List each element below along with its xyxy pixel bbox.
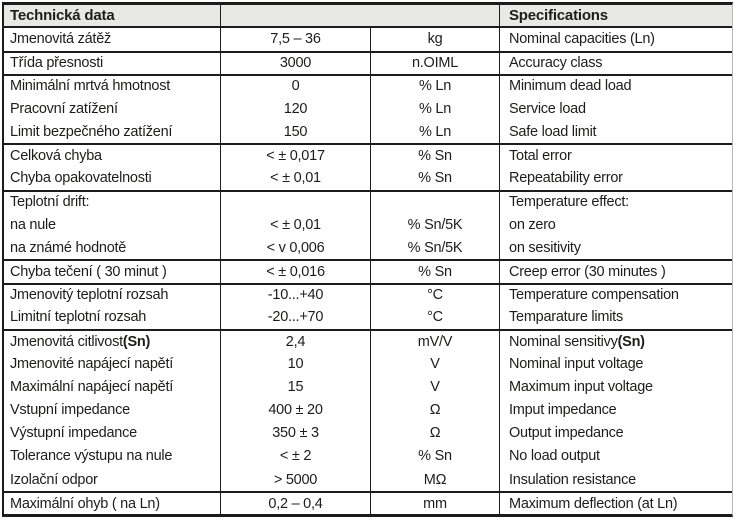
- value-cell-text: 150: [283, 123, 308, 140]
- english-label-cell: [499, 306, 732, 329]
- unit-cell: [370, 399, 499, 422]
- value-cell: [220, 306, 370, 329]
- value-cell-text: < ± 0,01: [270, 170, 321, 187]
- english-label-cell-text: on sesitivity: [509, 239, 581, 256]
- english-label-cell: [499, 331, 732, 352]
- unit-cell-text: % Sn: [418, 148, 452, 165]
- value-cell: [220, 399, 370, 422]
- english-label-cell: [499, 213, 732, 236]
- english-label-cell-text: Safe load limit: [509, 123, 597, 140]
- czech-label-cell-text: Celková chyba: [10, 148, 102, 165]
- czech-label-cell-text: Minimální mrtvá hmotnost: [10, 78, 170, 95]
- table-row: [4, 97, 732, 120]
- unit-cell-text: % Sn: [418, 448, 452, 465]
- value-cell: [220, 97, 370, 120]
- czech-label-cell: [4, 445, 220, 468]
- value-cell: [220, 445, 370, 468]
- value-cell-text: < ± 0,016: [266, 263, 325, 280]
- czech-label-cell: [4, 493, 220, 514]
- unit-cell: [370, 167, 499, 190]
- english-label-cell-text: Service load: [509, 100, 586, 117]
- value-cell: [220, 76, 370, 97]
- czech-label-cell-text: Limit bezpečného zatížení: [10, 123, 173, 140]
- czech-label-cell-text: Jmenovitý teplotní rozsah: [10, 287, 169, 304]
- czech-label-cell: [4, 261, 220, 282]
- czech-label-cell-text: na nule: [10, 216, 56, 233]
- english-label-cell-text: Insulation resistance: [509, 471, 636, 488]
- unit-cell-text: V: [430, 355, 440, 372]
- table-row: [4, 329, 732, 352]
- english-label-cell: [499, 53, 732, 74]
- english-label-cell-text: Minimum dead load: [509, 78, 632, 95]
- czech-label-cell-text: Teplotní drift:: [10, 194, 90, 211]
- czech-label-cell-text: Tolerance výstupu na nule: [10, 448, 173, 465]
- unit-cell-text: V: [430, 378, 440, 395]
- value-cell-text: 15: [287, 378, 304, 395]
- value-cell: [220, 192, 370, 213]
- czech-label-cell: [4, 468, 220, 491]
- unit-cell: [370, 422, 499, 445]
- czech-label-cell: [4, 375, 220, 398]
- czech-label-cell-text: Maximální napájecí napětí: [10, 378, 174, 395]
- unit-cell: [370, 285, 499, 306]
- czech-label-cell: [4, 213, 220, 236]
- english-label-cell-text: Total error: [509, 148, 572, 165]
- czech-label-cell-text: Třída přesnosti: [10, 55, 103, 72]
- value-cell-text: 400 ± 20: [268, 402, 323, 419]
- value-cell: [220, 375, 370, 398]
- table-row: [4, 468, 732, 491]
- english-label-cell-text: Output impedance: [509, 425, 624, 442]
- table-row: [4, 190, 732, 213]
- unit-cell: [370, 493, 499, 514]
- czech-label-cell-text: Jmenovitá citlivost: [10, 333, 123, 350]
- english-label-cell: [499, 120, 732, 143]
- unit-cell-text: % Ln: [418, 100, 452, 117]
- english-label-cell-text: Creep error (30 minutes ): [509, 263, 666, 280]
- value-cell: [220, 493, 370, 514]
- czech-label-cell: [4, 285, 220, 306]
- table-row: [4, 143, 732, 166]
- unit-cell-text: Ω: [429, 402, 441, 419]
- english-label-cell: [499, 285, 732, 306]
- value-cell: [220, 285, 370, 306]
- header-specifications-cell: [499, 5, 732, 26]
- table-row: [4, 375, 732, 398]
- czech-label-cell: [4, 192, 220, 213]
- unit-cell-text: MΩ: [423, 471, 447, 488]
- unit-cell: [370, 76, 499, 97]
- english-label-cell-text: Maximum input voltage: [509, 378, 653, 395]
- value-cell: [220, 53, 370, 74]
- value-cell-text: < v 0,006: [266, 239, 325, 256]
- english-label-cell: [499, 192, 732, 213]
- unit-cell: [370, 331, 499, 352]
- value-cell-text: 0,2 – 0,4: [268, 495, 323, 512]
- table-row: [4, 445, 732, 468]
- english-label-cell: [499, 468, 732, 491]
- czech-label-cell: [4, 236, 220, 259]
- english-label-cell-text: Repeatability error: [509, 170, 623, 187]
- unit-cell: [370, 192, 499, 213]
- value-cell: [220, 422, 370, 445]
- czech-label-cell-text: Vstupní impedance: [10, 402, 130, 419]
- table-row: [4, 51, 732, 74]
- czech-label-cell-text: Chyba opakovatelnosti: [10, 170, 152, 187]
- header-value-cell: [220, 5, 370, 26]
- value-cell-text: > 5000: [273, 471, 318, 488]
- czech-label-cell-text: na známé hodnotě: [10, 239, 127, 256]
- english-label-cell-text: No load output: [509, 448, 600, 465]
- value-cell-text: < ± 2: [279, 448, 312, 465]
- table-body: [4, 28, 732, 515]
- czech-label-cell-text: Maximální ohyb ( na Ln): [10, 495, 160, 512]
- unit-cell: [370, 468, 499, 491]
- value-cell-text: -20...+70: [267, 309, 324, 326]
- table-title-czech: Technická data: [10, 6, 115, 24]
- value-cell: [220, 236, 370, 259]
- table-row: [4, 283, 732, 306]
- english-label-cell: [499, 167, 732, 190]
- unit-cell-text: °C: [427, 309, 443, 326]
- unit-cell-text: % Ln: [418, 78, 452, 95]
- english-label-cell: [499, 145, 732, 166]
- english-label-cell-text: Accuracy class: [509, 55, 603, 72]
- czech-label-cell: [4, 422, 220, 445]
- header-unit-cell: [370, 5, 499, 26]
- english-label-cell: [499, 28, 732, 51]
- english-label-cell-text: on zero: [509, 216, 556, 233]
- value-cell-text: 10: [287, 355, 304, 372]
- value-cell: [220, 167, 370, 190]
- czech-label-cell-text: Jmenovitá zátěž: [10, 31, 112, 48]
- unit-cell-text: mV/V: [417, 333, 453, 350]
- czech-label-cell-text: Výstupní impedance: [10, 425, 137, 442]
- unit-cell-text: mm: [423, 495, 447, 512]
- czech-label-cell-bold-text: (Sn): [122, 333, 151, 350]
- unit-cell-text: °C: [427, 287, 443, 304]
- table-row: [4, 491, 732, 514]
- unit-cell-text: % Ln: [418, 123, 452, 140]
- english-label-cell: [499, 399, 732, 422]
- value-cell-text: 0: [291, 78, 300, 95]
- value-cell-text: -10...+40: [267, 287, 324, 304]
- english-label-cell-bold-text: (Sn): [617, 333, 645, 350]
- unit-cell: [370, 145, 499, 166]
- english-label-cell-text: Nominal input voltage: [509, 355, 644, 372]
- english-label-cell: [499, 97, 732, 120]
- table-header-row: [4, 5, 732, 28]
- value-cell-text: 7,5 – 36: [270, 31, 321, 48]
- czech-label-cell: [4, 167, 220, 190]
- czech-label-cell: [4, 306, 220, 329]
- specifications-table: [2, 2, 733, 517]
- czech-label-cell: [4, 53, 220, 74]
- unit-cell-text: n.OIML: [411, 55, 459, 72]
- english-label-cell: [499, 261, 732, 282]
- value-cell: [220, 352, 370, 375]
- czech-label-cell-text: Limitní teplotní rozsah: [10, 309, 147, 326]
- unit-cell: [370, 261, 499, 282]
- header-technicka-data-cell: [4, 5, 220, 26]
- unit-cell-text: Ω: [429, 425, 441, 442]
- english-label-cell-text: Temparature limits: [509, 309, 623, 326]
- value-cell: [220, 261, 370, 282]
- table-title-english: Specifications: [509, 6, 608, 24]
- value-cell: [220, 213, 370, 236]
- unit-cell: [370, 445, 499, 468]
- unit-cell-text: % Sn/5K: [407, 239, 463, 256]
- value-cell-text: 2,4: [285, 333, 306, 350]
- czech-label-cell: [4, 399, 220, 422]
- english-label-cell-text: Temperature effect:: [509, 194, 629, 211]
- table-row: [4, 422, 732, 445]
- czech-label-cell: [4, 28, 220, 51]
- value-cell: [220, 28, 370, 51]
- czech-label-cell-text: Chyba tečení ( 30 minut ): [10, 263, 167, 280]
- english-label-cell-text: Temperature compensation: [509, 287, 679, 304]
- english-label-cell: [499, 352, 732, 375]
- value-cell-text: < ± 0,01: [270, 216, 321, 233]
- unit-cell: [370, 120, 499, 143]
- czech-label-cell-text: Izolační odpor: [10, 471, 98, 488]
- english-label-cell-text: Maximum deflection (at Ln): [509, 495, 678, 512]
- unit-cell: [370, 306, 499, 329]
- unit-cell-text: % Sn: [418, 263, 452, 280]
- unit-cell-text: kg: [427, 31, 443, 48]
- value-cell: [220, 145, 370, 166]
- unit-cell: [370, 375, 499, 398]
- table-row: [4, 306, 732, 329]
- czech-label-cell-text: Pracovní zatížení: [10, 100, 118, 117]
- table-row: [4, 399, 732, 422]
- value-cell: [220, 331, 370, 352]
- czech-label-cell: [4, 145, 220, 166]
- value-cell-text: 3000: [279, 55, 312, 72]
- english-label-cell-text: Nominal sensitivy: [509, 333, 618, 350]
- value-cell-text: < ± 0,017: [266, 148, 325, 165]
- unit-cell: [370, 28, 499, 51]
- table-row: [4, 259, 732, 282]
- english-label-cell-text: Nominal capacities (Ln): [509, 31, 655, 48]
- unit-cell: [370, 53, 499, 74]
- czech-label-cell: [4, 331, 220, 352]
- value-cell: [220, 468, 370, 491]
- unit-cell-text: % Sn/5K: [407, 216, 463, 233]
- table-row: [4, 74, 732, 97]
- czech-label-cell: [4, 76, 220, 97]
- table-row: [4, 120, 732, 143]
- table-row: [4, 236, 732, 259]
- unit-cell: [370, 213, 499, 236]
- english-label-cell: [499, 445, 732, 468]
- czech-label-cell: [4, 97, 220, 120]
- czech-label-cell: [4, 352, 220, 375]
- table-row: [4, 167, 732, 190]
- unit-cell: [370, 352, 499, 375]
- value-cell: [220, 120, 370, 143]
- english-label-cell: [499, 422, 732, 445]
- value-cell-text: 120: [283, 100, 308, 117]
- english-label-cell-text: Imput impedance: [509, 402, 617, 419]
- english-label-cell: [499, 76, 732, 97]
- english-label-cell: [499, 375, 732, 398]
- table-row: [4, 352, 732, 375]
- czech-label-cell-text: Jmenovité napájecí napětí: [10, 355, 174, 372]
- value-cell-text: 350 ± 3: [272, 425, 319, 442]
- english-label-cell: [499, 236, 732, 259]
- english-label-cell: [499, 493, 732, 514]
- unit-cell: [370, 97, 499, 120]
- czech-label-cell: [4, 120, 220, 143]
- unit-cell-text: % Sn: [418, 170, 452, 187]
- table-row: [4, 213, 732, 236]
- table-row: [4, 28, 732, 51]
- unit-cell: [370, 236, 499, 259]
